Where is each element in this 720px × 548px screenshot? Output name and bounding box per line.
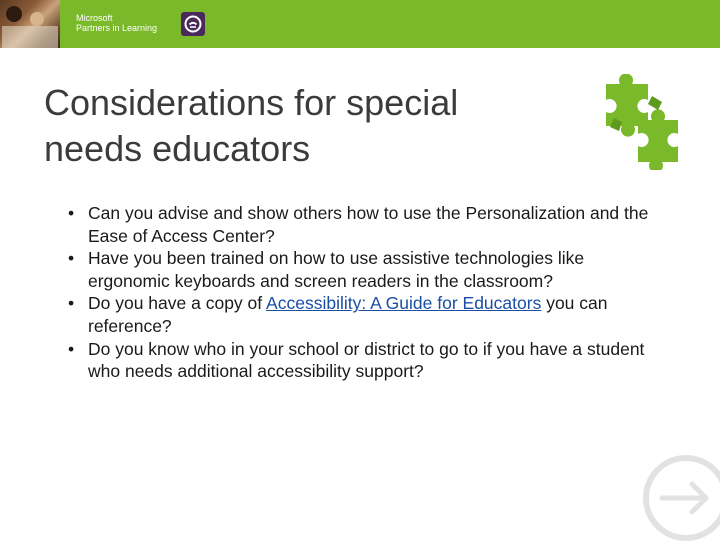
bullet-text: Have you been trained on how to use assistive technologies like ergonomic keyboards and screen readers in the classroom? — [88, 248, 585, 291]
bullet-item — [62, 292, 662, 337]
slide-title — [44, 80, 564, 172]
bullet-item — [62, 247, 662, 292]
bullet-item — [62, 338, 662, 383]
bullet-list — [62, 202, 662, 383]
header-bar — [0, 0, 720, 48]
brand-line-2: Partners in Learning — [76, 23, 158, 33]
slide-title-line-1: Considerations for special — [44, 82, 459, 123]
bullet-text-before: Do you have a copy of — [88, 293, 267, 314]
brand-logo — [76, 13, 157, 33]
brand-line-1: Microsoft — [76, 13, 113, 23]
bullet-marker: • — [68, 248, 75, 269]
accessibility-guide-link[interactable]: Accessibility: A Guide for Educators — [266, 293, 542, 314]
next-arrow-icon[interactable] — [636, 448, 720, 548]
bullet-marker: • — [68, 338, 75, 359]
header-photo — [0, 0, 60, 48]
partners-badge-icon — [181, 12, 205, 36]
slide-title-line-2: needs educators — [44, 128, 311, 169]
bullet-marker: • — [68, 293, 75, 314]
bullet-item — [62, 202, 662, 247]
bullet-marker: • — [68, 203, 75, 223]
bullet-text-after: you can reference? — [88, 293, 608, 336]
puzzle-pieces-icon — [592, 74, 688, 170]
bullet-text: Do you know who in your school or district to go to if you have a student who needs additional accessibility support? — [88, 338, 645, 382]
bullet-text: Can you advise and show others how to use the Personalization and the Ease of Access Center? — [88, 203, 649, 246]
